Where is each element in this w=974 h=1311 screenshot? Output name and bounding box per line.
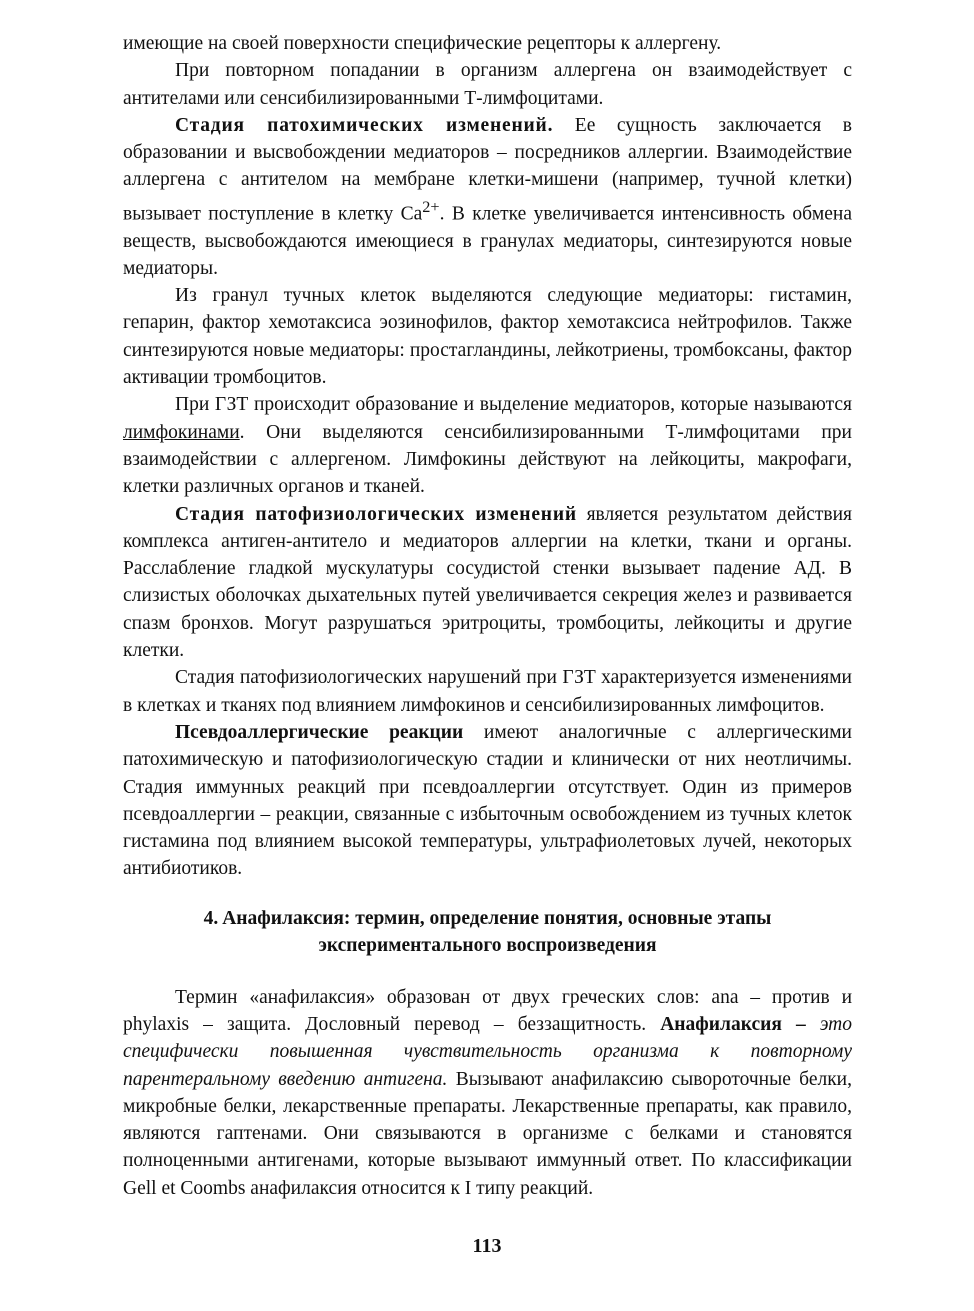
term-pathophysiological-stage: Стадия патофизиологических изменений (175, 503, 577, 525)
term-pathochemical-stage: Стадия патохимических изменений. (175, 114, 554, 136)
paragraph-text: При ГЗТ происходит образование и выделение медиаторов, которые называются (175, 394, 852, 416)
paragraph-continuation (123, 30, 852, 57)
section-heading-line (127, 905, 848, 933)
paragraph-text: Вызывают анафилаксию сывороточные белки, микробные белки, лекарственные препараты. Лекарственные препараты, как правило, являются гаптенами. Они связываются в организме с белками и становятся полноценными антигенами, которые вызывают иммунный ответ. По классификации Gell et Coombs анафилаксия относится к I типу реакций. (123, 1068, 852, 1199)
definition-dash: – (781, 1014, 820, 1035)
section-heading (123, 905, 852, 960)
paragraph-mast-cell-mediators (123, 282, 852, 391)
superscript-charge: 2+ (422, 197, 440, 216)
section-number: 4. (203, 907, 219, 929)
paragraph-text: Из гранул тучных клеток выделяются следующие медиаторы: гистамин, гепарин, фактор хемотаксиса эозинофилов, фактор хемотаксиса нейтрофилов. Также синтезируются новые медиаторы: простагландины, лейкотриены, тромбоксаны, фактор активации тромбоцитов. (123, 285, 852, 389)
paragraph-text: имеют аналогичные с аллергическими патохимическую и патофизиологическую стадии и клинически от них неотличимы. Стадия иммунных реакций при псевдоаллергии отсутствует. Один из примеров псевдоаллергии – реакции, связанные с избыточным освобождением из тучных клеток гистамина под влиянием высокой температуры, ультрафиолетовых лучей, некоторых антибиотиков. (123, 721, 852, 880)
paragraph-text: имеющие на своей поверхности специфические рецепторы к аллергену. (123, 33, 722, 54)
paragraph-pathophysiological-stage (123, 501, 852, 665)
paragraph-lymphokines (123, 391, 852, 500)
paragraph-text: Ее сущность заключается в образовании и высвобождении медиаторов – посредников аллергии. Взаимодействие аллергена с антителом на мембране клетки-мишени (например, тучной клетки) вызывает поступление в клетку Ca (123, 114, 852, 225)
section-title-line1: Анафилаксия: термин, определение понятия, основные этапы (222, 907, 772, 929)
paragraph-pseudoallergy (123, 719, 852, 883)
paragraph-text: является результатом действия комплекса антиген-антитело и медиаторов аллергии на клетки, ткани и органы. Расслабление гладкой мускулатуры сосудистой стенки вызывает падение АД. В слизистых оболочках дыхательных путей увеличивается секреция желез и развивается спазм бронхов. Могут разрушаться эритроциты, тромбоциты, лейкоциты и другие клетки. (123, 503, 852, 662)
definition-text: это специфически повышенная чувствительность организма к повторному парентеральному введению антигена. (123, 1014, 853, 1090)
page-number: 113 (472, 1235, 502, 1257)
paragraph-text: Термин «анафилаксия» образован от двух греческих слов: ana – против и phylaxis – защита. Дословный перевод – беззащитность. (123, 986, 852, 1035)
term-pseudoallergic-reactions: Псевдоаллергические реакции (175, 721, 464, 743)
paragraph-text: . Они выделяются сенсибилизированными Т-лимфоцитами при взаимодействии с аллергеном. Лимфокины действуют на лейкоциты, макрофаги, клетки различных органов и тканей. (123, 421, 852, 498)
section-title-line2: экспериментального воспроизведения (318, 935, 657, 957)
paragraph-repeat-exposure (123, 57, 852, 112)
paragraph-text: Стадия патофизиологических нарушений при ГЗТ характеризуется изменениями в клетках и тканях под влиянием лимфокинов и сенсибилизированных лимфоцитов. (123, 667, 852, 716)
paragraph-text: . В клетке увеличивается интенсивность обмена веществ, высвобождаются имеющиеся в гранулах медиаторы, синтезируются новые медиаторы. (123, 203, 852, 279)
paragraph-dth-stage (123, 664, 852, 719)
term-anaphylaxis: Анафилаксия (660, 1014, 782, 1035)
paragraph-pathochemical-stage (123, 112, 852, 282)
paragraph-text: При повторном попадании в организм аллергена он взаимодействует с антителами или сенсибилизированными Т-лимфоцитами. (123, 60, 852, 109)
paragraph-anaphylaxis-definition (123, 984, 852, 1202)
term-lymphokines: лимфокинами (123, 421, 240, 443)
